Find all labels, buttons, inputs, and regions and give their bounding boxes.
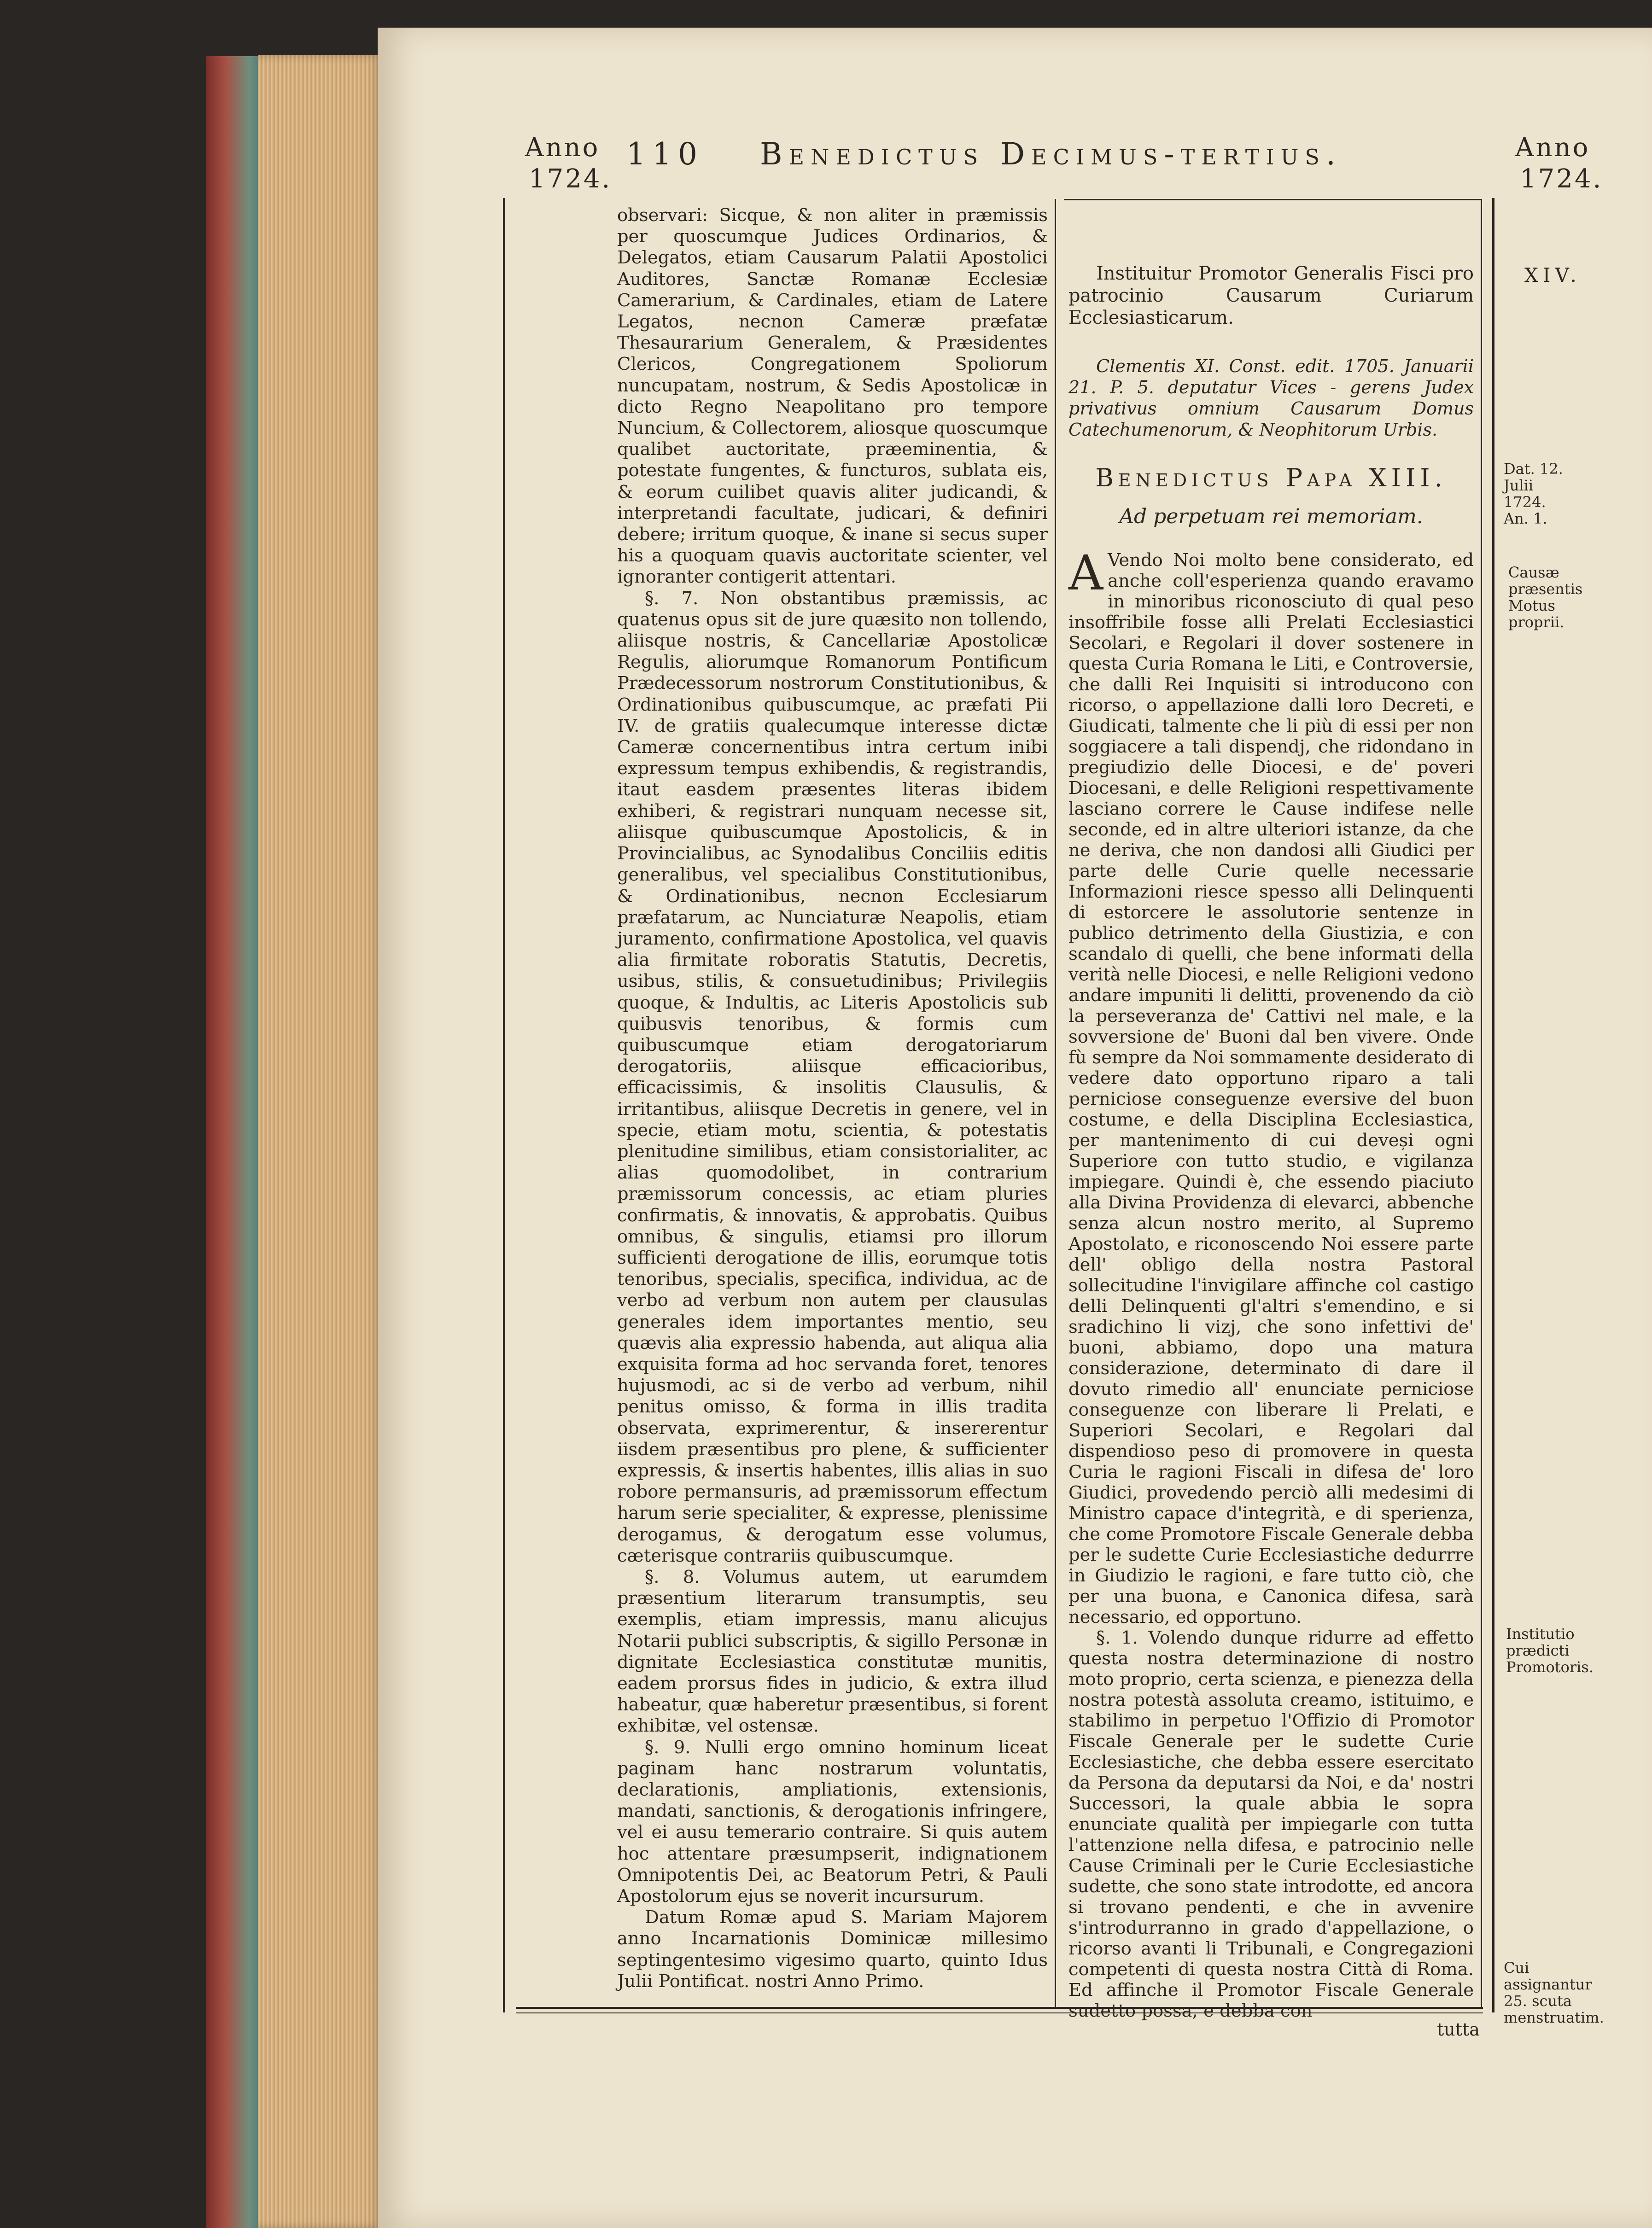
header-year-right: 1724. — [1520, 164, 1603, 194]
left-column — [617, 205, 1048, 1992]
running-title: Benedictus Decimus-tertius. — [760, 136, 1342, 172]
column-divider-rule — [1055, 199, 1056, 2008]
page-number: 110 — [626, 136, 704, 172]
left-paragraph-section-9: §. 9. Nulli ergo omnino hominum liceat paginam hanc nostrarum voluntatis, declarationis, ampliationis, extensionis, mandati, sanctionis, & derogationis infringere, vel ei ausu temerario contraire. Si quis autem hoc attentare præsumpserit, indignationem Omnipotentis Dei, ac Beatorum Petri, & Pauli Apostolorum ejus se noverit incursurum. — [617, 1737, 1048, 1907]
header-anno-right: Anno — [1515, 133, 1590, 163]
left-paragraph-section-7: §. 7. Non obstantibus præmissis, ac quatenus opus sit de jure quæsito non tollendo, aliisque nostris, & Cancellariæ Apostolicæ Regulis, aliorumque Romanorum Pontificum Prædecessorum nostrorum Constitutionibus, & Ordinationibus quibuscumque, ac præfati Pii IV. de gratiis qualecumque interesse dictæ Cameræ concernentibus intra certum inibi expressum tempus exhibendis, & registrandis, itaut easdem præsentes literas ibidem exhiberi, & registrari nunquam necesse sit, aliisque quibuscumque Apostolicis, & in Provincialibus, ac Synodalibus Conciliis editis generalibus, vel specialibus Constitutionibus, & Ordinationibus, necnon Ecclesiarum præfatarum, ac Nunciaturæ Neapolis, etiam juramento, confirmatione Apostolica, vel quavis alia firmitate roboratis Statutis, Decretis, usibus, stilis, & consuetudinibus; Privilegiis quoque, & Indultis, ac Literis Apostolicis sub quibusvis tenoribus, & formis cum quibuscumque etiam derogatoriarum derogatoriis, aliisque efficacioribus, efficacissimis, & insolitis Clausulis, & irritantibus, aliisque Decretis in genere, vel in specie, etiam motu, scientia, & potestatis plenitudine similibus, etiam consistorialiter, ac alias quomodolibet, in contrarium præmissorum concessis, ac etiam pluries confirmatis, & innovatis, & approbatis. Quibus omnibus, & singulis, etiamsi pro illorum sufficienti derogatione de illis, eorumque totis tenoribus, specialis, specifica, individua, ac de verbo ad verbum non autem per clausulas generales idem importantes mentio, seu quævis alia expressio habenda, aut aliqua alia exquisita forma ad hoc servanda foret, tenores hujusmodi, ac si de verbo ad verbum, nihil penitus omisso, & forma in illis tradita observata, exprimerentur, & insererentur iisdem præsentibus pro plene, & sufficienter expressis, & insertis habentes, illis alias in suo robore permansuris, ad præmissorum effectum harum serie specialiter, & expresse, plenissime derogamus, & derogatum esse volumus, cæterisque contrariis quibuscumque. — [617, 588, 1048, 1566]
decree-paragraph-2: §. 1. Volendo dunque ridurre ad effetto questa nostra determinazione di nostro moto proprio, certa scienza, e pienezza della nostra potestà assoluta creamo, istituimo, e stabilimo in perpetuo l'Offizio di Promotor Fiscale Generale per le sudette Curie Ecclesiastiche, che debba essere esercitato da Persona da deputarsi da Noi, e da' nostri Successori, la quale abbia le sopra enunciate qualità per impiegarle con tutta l'attenzione nella difesa, e patrocinio nelle Cause Criminali per le Curie Ecclesiastiche sudette, che sono state introdotte, ed ancora si trovano pendenti, e che in avvenire s'introdurranno in grado d'appellazione, o ricorso avanti li Tribunali, e Congregazioni competenti di questa nostra Città di Roma. Ed affinche il Promotor Fiscale Generale sudetto possa, e debba con — [1068, 1627, 1474, 2021]
header-anno-left: Anno — [525, 133, 600, 163]
margin-causae: Causæ præsentis Motus proprii. — [1508, 564, 1583, 631]
decree-paragraph-1-text: Vendo Noi molto bene considerato, ed anche coll'esperienza quando eravamo in minoribus riconosciuto di qual peso insoffribile fosse alli Prelati Ecclesiastici Secolari, e Regolari il dover sostenere in questa Curia Romana le Liti, e Controversie, che dalli Rei Inquisiti si introducono con ricorso, o appellazione dalli loro Decreti, e Giudicati, talmente che li più di essi per non soggiacere a tali dispendj, che ridondano in pregiudizio delle Diocesi, e de' poveri Diocesani, e delle Religioni respettivamente lasciano correre le Cause indifese nelle seconde, ed in altre ulteriori istanze, da che ne deriva, che non dandosi alli Giudici per parte delle Curie quelle necessarie Informazioni riesce spesso alli Delinquenti di estorcere le assolutorie sentenze in publico detrimento della Giustizia, e con scandalo di quelli, che bene informati della verità nelle Diocesi, e nelle Religioni vedono andare impuniti li delitti, provenendo da ciò la perseveranza de' Cattivi nel male, e la sovversione de' Buoni dal ben vivere. Onde fù sempre da Noi sommamente desiderato di vedere dato opportuno riparo a tali perniciose conseguenze eversive del buon costume, e della Disciplina Ecclesiastica, per mantenimento di cui deveși ogni Superiore con tutto studio, e vigilanza impiegare. Quindi è, che essendo piaciuto alla Divina Providenza di elevarci, abbenche senza alcun nostro merito, al Supremo Apostolato, e riconoscendo Noi essere parte dell' obligo della nostra Pastoral sollecitudine l'invigilare affinche col castigo delli Delinquenti gl'altri s'emendino, e si sradichino li vizj, che sono infettivi de' buoni, abbiamo, dopo una matura considerazione, determinato di dare il dovuto rimedio all' enunciate perniciose conseguenze con liberare li Prelati, e Superiori Secolari, e Regolari dal dispendioso peso di promovere in questa Curia le ragioni Fiscali in difesa de' loro Giudici, provedendo perciò alli medesimi di Ministro capace d'integrità, e di sperienza, che come Promotore Fiscale Generale debba per le sudette Curie Ecclesiastiche dedurrre in Giudizio le ragioni, e fare tutto ciò, che per una buona, e Canonica difesa, sarà necessario, ed opportuno. — [1068, 550, 1474, 1627]
left-frame-rule — [503, 198, 505, 2012]
constitution-summary: Instituitur Promotor Generalis Fisci pro patrocinio Causarum Curiarum Ecclesiasticarum. — [1068, 263, 1474, 328]
page-stack-edge — [258, 55, 382, 2228]
margin-number: XIV. — [1524, 264, 1581, 286]
constitution-reference: Clementis XI. Const. edit. 1705. Januarii 21. P. 5. deputatur Vices - gerens Judex privativus omnium Causarum Domus Catechumenorum, & Neophitorum Urbis. — [1068, 356, 1474, 440]
header-year-left: 1724. — [529, 164, 612, 194]
catchword: tutta — [1437, 2019, 1480, 2040]
ad-perpetuam-subtitle: Ad perpetuam rei memoriam. — [1119, 505, 1423, 528]
right-column-top-rule — [1064, 199, 1481, 200]
decree-paragraph-1 — [1068, 545, 1474, 1627]
left-paragraph-datum: Datum Romæ apud S. Mariam Majorem anno Incarnationis Dominicæ millesimo septingentesimo vigesimo quarto, quinto Idus Julii Pontificat. nostri Anno Primo. — [617, 1907, 1048, 1992]
margin-institutio: Institutio prædicti Promotoris. — [1506, 1625, 1594, 1676]
left-paragraph-section-8: §. 8. Volumus autem, ut earumdem præsentium literarum transumptis, seu exemplis, etiam impressis, manu alicujus Notarii publici subscriptis, & sigillo Personæ in dignitate Ecclesiastica constitutæ munitis, eadem prorsus fides in judicio, & extra illud habeatur, quæ haberetur præsentibus, si forent exhibitæ, vel ostensæ. — [617, 1567, 1048, 1737]
right-column-right-rule — [1481, 199, 1482, 2008]
right-frame-rule — [1492, 198, 1494, 2012]
book-page — [378, 28, 1652, 2228]
right-column — [1068, 262, 1474, 2021]
pope-title: Benedictus Papa XIII. — [1095, 463, 1447, 492]
dropcap-letter: A — [1068, 545, 1103, 601]
margin-date: Dat. 12. Julii 1724. An. 1. — [1504, 460, 1563, 527]
margin-cui: Cui assignantur 25. scuta menstruatim. — [1504, 1959, 1604, 2026]
left-paragraph-1: observari: Sicque, & non aliter in præmissis per quoscumque Judices Ordinarios, & Delegatos, etiam Causarum Palatii Apostolici Auditores, Sanctæ Romanæ Ecclesiæ Camerarium, & Cardinales, etiam de Latere Legatos, necnon Cameræ præfatæ Thesaurarium Generalem, & Præsidentes Clericos, Congregationem Spoliorum nuncupatam, nostrum, & Sedis Apostolicæ in dicto Regno Neapolitano pro tempore Nuncium, & Collectorem, aliosque quoscumque qualibet auctoritate, præeminentia, & potestate fungentes, & functuros, sublata eis, & eorum cuilibet quavis aliter judicandi, & interpretandi facultate, judicari, & definiri debere; irritum quoque, & inane si secus super his a quoquam quavis auctoritate scienter, vel ignoranter contigerit attentari. — [617, 205, 1048, 588]
